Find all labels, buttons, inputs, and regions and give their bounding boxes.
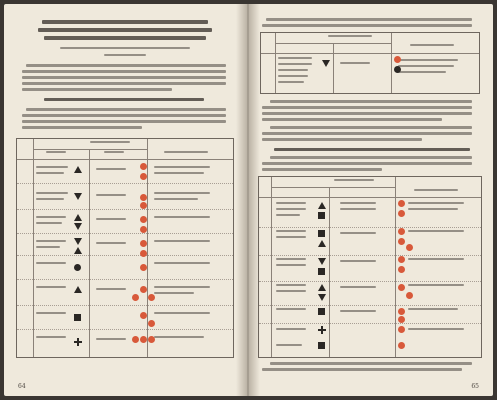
row-text [36, 286, 66, 288]
text-line [270, 156, 472, 159]
signal-table [16, 138, 234, 358]
table-header-line [164, 151, 208, 153]
row-text [96, 338, 126, 340]
row-text [278, 63, 312, 65]
signal-light-icon [140, 202, 147, 209]
text-line [26, 64, 226, 67]
section-heading-line [44, 98, 204, 101]
row-text [276, 258, 306, 260]
signal-triangle-icon [74, 193, 82, 200]
page-number: 64 [18, 383, 26, 390]
text-line [262, 24, 472, 27]
row-text [154, 292, 194, 294]
row-text [276, 264, 306, 266]
text-line [262, 138, 422, 141]
signal-square-icon [74, 314, 81, 321]
right-page [248, 4, 493, 396]
signal-light-icon [148, 320, 155, 327]
row-text [276, 308, 306, 310]
signal-light-icon [132, 294, 139, 301]
row-text [154, 216, 210, 218]
row-text [96, 218, 126, 220]
row-text [398, 65, 454, 67]
signal-triangle-icon [74, 247, 82, 254]
text-line [22, 82, 226, 85]
signal-triangle-icon [318, 240, 326, 247]
row-text [36, 336, 66, 338]
table-header-line [104, 151, 124, 153]
table-header-line [328, 35, 372, 37]
signal-light-icon [140, 163, 147, 170]
section-heading-line [274, 148, 470, 151]
signal-triangle-icon [74, 238, 82, 245]
text-line [26, 108, 226, 111]
text-line [270, 100, 472, 103]
signal-light-icon [394, 56, 401, 63]
row-text [398, 59, 458, 61]
row-text [276, 202, 306, 204]
row-text [276, 284, 306, 286]
signal-light-icon [394, 66, 401, 73]
signal-light-icon [398, 256, 405, 263]
signal-light-icon [140, 226, 147, 233]
signal-light-icon [398, 210, 405, 217]
row-text [276, 208, 306, 210]
row-text [278, 75, 308, 77]
row-text [36, 172, 64, 174]
row-text [154, 336, 204, 338]
signal-square-icon [318, 342, 325, 349]
signal-light-icon [398, 342, 405, 349]
row-text [340, 202, 376, 204]
row-text [340, 62, 370, 64]
row-text [154, 262, 210, 264]
signal-light-icon [398, 326, 405, 333]
heading-line [44, 36, 206, 40]
signal-triangle-icon [318, 294, 326, 301]
text-line [22, 76, 226, 79]
row-text [96, 168, 126, 170]
text-line [262, 162, 472, 165]
row-text [36, 262, 66, 264]
signal-light-icon [148, 336, 155, 343]
row-text [96, 194, 126, 196]
left-page [4, 4, 248, 396]
row-text [278, 81, 304, 83]
heading-line [42, 20, 208, 24]
row-text [154, 172, 204, 174]
table-header-line [334, 179, 374, 181]
row-text [408, 284, 464, 286]
text-line [22, 114, 226, 117]
text-line [262, 368, 462, 371]
text-line [262, 132, 472, 135]
row-text [36, 216, 66, 218]
signal-square-icon [318, 212, 325, 219]
row-text [154, 240, 210, 242]
signal-light-icon [398, 228, 405, 235]
signal-light-icon [132, 336, 139, 343]
row-text [340, 286, 376, 288]
signal-square-icon [318, 308, 325, 315]
row-text [36, 192, 68, 194]
row-text [340, 260, 376, 262]
signal-light-icon [406, 292, 413, 299]
row-text [340, 310, 376, 312]
signal-triangle-icon [322, 60, 330, 67]
row-text [278, 57, 312, 59]
text-line [262, 118, 442, 121]
row-text [36, 198, 64, 200]
row-text [154, 198, 198, 200]
heading-line [38, 28, 212, 32]
row-text [276, 230, 306, 232]
table-header-line [414, 189, 458, 191]
row-text [96, 288, 126, 290]
row-text [36, 166, 68, 168]
row-text [278, 69, 308, 71]
signal-light-icon [140, 216, 147, 223]
row-text [408, 202, 464, 204]
row-text [36, 246, 60, 248]
table-header-line [410, 44, 454, 46]
row-text [276, 344, 302, 346]
row-text [408, 208, 458, 210]
row-text [36, 222, 62, 224]
row-text [154, 312, 210, 314]
text-line [262, 168, 382, 171]
row-text [408, 230, 464, 232]
row-text [276, 328, 306, 330]
signal-triangle-icon [74, 214, 82, 221]
row-text [340, 232, 376, 234]
signal-light-icon [140, 194, 147, 201]
row-text [96, 242, 126, 244]
text-line [22, 120, 226, 123]
signal-triangle-icon [74, 286, 82, 293]
row-text [36, 240, 66, 242]
text-line [266, 18, 472, 21]
signal-light-icon [140, 312, 147, 319]
signal-light-icon [398, 266, 405, 273]
signal-square-icon [318, 268, 325, 275]
subheading-line [60, 47, 190, 49]
signal-triangle-icon [318, 258, 326, 265]
signal-light-icon [398, 200, 405, 207]
row-text [340, 208, 376, 210]
signal-square-icon [318, 230, 325, 237]
row-text [398, 71, 446, 73]
row-text [154, 166, 210, 168]
signal-light-icon [406, 244, 413, 251]
row-text [276, 290, 306, 292]
signal-triangle-icon [318, 202, 326, 209]
signal-light-icon [140, 250, 147, 257]
table-header-line [46, 151, 66, 153]
signal-light-icon [140, 240, 147, 247]
subheading-line [104, 54, 146, 56]
row-text [154, 286, 210, 288]
table-header-line [90, 141, 130, 143]
text-line [262, 106, 472, 109]
row-text [36, 312, 66, 314]
row-text [276, 236, 306, 238]
text-line [270, 126, 472, 129]
row-text [276, 214, 300, 216]
text-line [262, 112, 472, 115]
signal-light-icon [140, 286, 147, 293]
page-number: 65 [471, 383, 479, 390]
row-text [408, 328, 464, 330]
signal-light-icon [140, 336, 147, 343]
signal-light-icon [74, 264, 81, 271]
signal-light-icon [398, 316, 405, 323]
signal-light-icon [140, 264, 147, 271]
signal-light-icon [140, 173, 147, 180]
signal-light-icon [398, 238, 405, 245]
signal-light-icon [398, 308, 405, 315]
text-line [22, 88, 172, 91]
signal-triangle-icon [318, 284, 326, 291]
text-line [270, 362, 472, 365]
text-line [22, 126, 142, 129]
signal-light-icon [148, 294, 155, 301]
text-line [22, 70, 226, 73]
row-text [408, 308, 458, 310]
row-text [154, 192, 210, 194]
signal-triangle-icon [74, 223, 82, 230]
signal-triangle-icon [74, 166, 82, 173]
row-text [408, 258, 464, 260]
signal-cross-icon [74, 338, 82, 346]
signal-light-icon [398, 284, 405, 291]
signal-cross-icon [318, 326, 326, 334]
